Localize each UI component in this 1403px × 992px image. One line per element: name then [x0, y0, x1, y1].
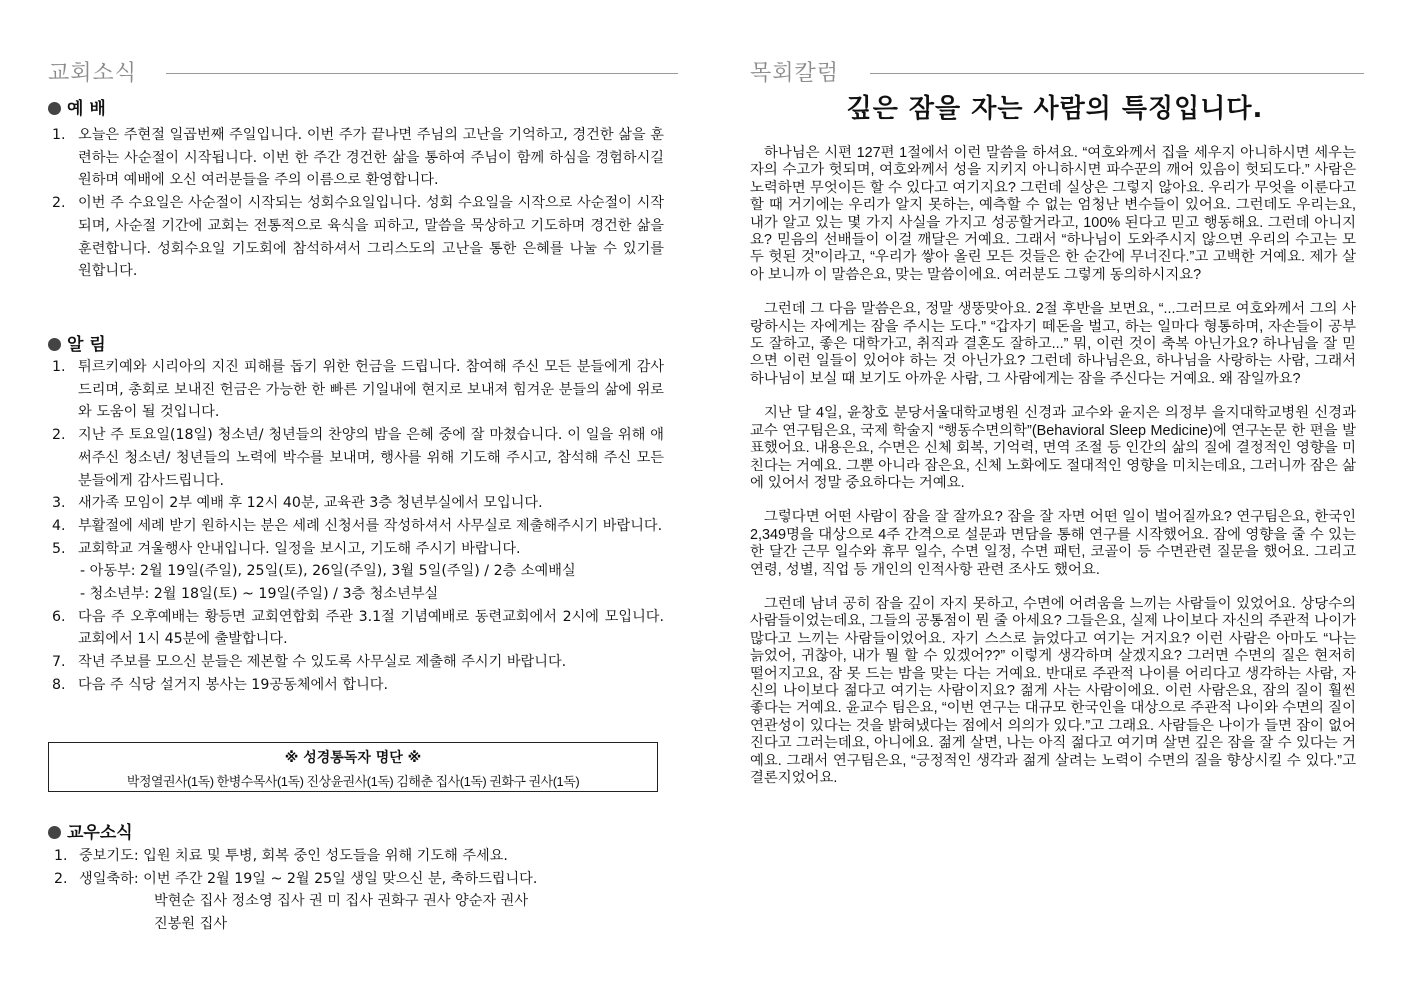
- list-item: 5. 교회학교 겨울행사 안내입니다. 일정을 보시고, 기도해 주시기 바랍니다. - 아동부: 2월 19일(주일), 25일(토), 26일(주일), 3월 5일(주일) / 2층 소예배실 - 청소년부: 2월 18일(토) ~ 19일(주일) / 3층 청소년부실: [48, 538, 664, 606]
- church-news-title: 교회소식: [48, 61, 138, 86]
- schedule-sublist: [78, 560, 664, 605]
- list-item: 7. 작년 주보를 모으신 분들은 제본할 수 있도록 사무실로 제출해 주시기 바랍니다.: [52, 654, 567, 671]
- list-item: 1. 중보기도: 입원 치료 및 투병, 회복 중인 성도들을 위해 기도해 주세요.: [54, 848, 508, 864]
- list-item: 6. 다음 주 오후예배는 황등면 교회연합회 주관 3.1절 기념예배로 동련교회에서 2시에 모입니다. 교회에서 1시 45분에 출발합니다.: [52, 608, 664, 648]
- column-article: [750, 145, 1356, 804]
- list-item: 2. 지난 주 토요일(18일) 청소년/ 청년들의 찬양의 밤을 은혜 중에 잘 마쳤습니다. 이 일을 위해 애써주신 청소년/ 청년들의 노력에 박수를 보내며, 행사를 위해 기도해 주시고, 참석해 주신 모든 분들에게 감사드립니다.: [52, 427, 664, 489]
- paragraph: 지난 달 4일, 윤창호 분당서울대학교병원 신경과 교수와 윤지은 의정부 을지대학교병원 신경과 교수 연구팀은요, 국제 학술지 “행동수면의학”(Behavioral Sleep Medicine)에 연구논문 한 편을 발표했어요. 내용은요, 수면은 신체 회복, 기억력, 면역 조절 등 인간의 삶의 질에 결정적인 영향을 미친다는 거예요. 그뿐 아니라 잠은요, 신체 노화에도 절대적인 영향을 미치는데요, 그러니까 잠은 삶에 있어서 정말 중요하다는 거예요.: [750, 405, 1356, 491]
- list-item: 1. 튀르키예와 시리아의 지진 피해를 돕기 위한 헌금을 드립니다. 참여해 주신 모든 분들에게 감사드리며, 총회로 보내진 헌금은 가능한 한 빠른 기일내에 현지로 보내져 힘겨운 분들의 삶에 위로와 도움이 될 것입니다.: [52, 359, 664, 421]
- bullet-dot-icon: [48, 826, 61, 839]
- paragraph: 그런데 그 다음 말씀은요, 정말 생뚱맞아요. 2절 후반을 보면요, “...그러므로 여호와께서 그의 사랑하시는 자에게는 잠을 주시는 도다.” “갑자기 떼돈을 벌고, 하는 일마다 형통하며, 자손들이 공부도 잘하고, 좋은 대학가고, 취직과 결혼도 잘하고...” 뭐, 이런 것이 축복 아닌가요? 하나님을 잘 믿으면 이런 일들이 있어야 하는 것 아닌가요? 그런데 하나님은요, 하나님을 사랑하는 사람, 그래서 하나님이 보실 때 보기도 아까운 사람, 그 사람에게는 잠을 주신다는 거예요. 왜 잠일까요?: [750, 301, 1356, 387]
- birthday-names: 진봉원 집사: [154, 916, 228, 933]
- paragraph: 그런데 남녀 공히 잠을 깊이 자지 못하고, 수면에 어려움을 느끼는 사람들이 있었어요. 상당수의 사람들이었는데요, 그들의 공통점이 뭔 줄 아세요? 그들은요, 실제 나이보다 자신의 주관적 나이가 많다고 느끼는 사람들이었어요. 자기 스스로 늙었다고 여기는 거지요? 이런 사람은 아마도 “나는 늙었어, 귀찮아, 내가 뭘 할 수 있겠어??” 이렇게 생각하며 살겠지요? 그러면 수면의 질은 현저히 떨어지고요, 잠 못 드는 밤을 맞는 다는 거예요. 반대로 주관적 나이를 어리다고 생각하는 사람, 자신의 나이보다 젊다고 여기는 사람이지요? 젊게 사는 사람이에요. 이런 사람은요, 잠의 질이 훨씬 좋다는 거예요. 윤교수 팀은요, “이번 연구는 대규모 한국인을 대상으로 주관적 나이와 수면의 질이 연관성이 있다는 것을 밝혀냈다는 점에서 의의가 있다.”고 그래요. 사람들은 나이가 들면 잠이 없어진다고 그러는데요, 아니에요. 젊게 살면, 나는 아직 젊다고 여기며 살면 깊은 잠을 잘 수 있다는 거예요. 그래서 연구팀은요, “긍정적인 생각과 젊게 살려는 노력이 수면의 질을 향상시킬 수 있다.”고 결론지었어요.: [750, 595, 1356, 786]
- paragraph: 그렇다면 어떤 사람이 잠을 잘 잘까요? 잠을 잘 자면 어떤 일이 벌어질까요? 연구팀은요, 한국인 2,349명을 대상으로 4주 간격으로 설문과 면담을 통해 연구를 시작했어요. 잠에 영향을 줄 수 있는 한 달간 근무 일수와 휴무 일수, 수면 일정, 수면 패턴, 코골이 등 수면관련 질문을 했어요. 그리고 연령, 성별, 직업 등 개인의 인적사항 관련 조사도 했어요.: [750, 509, 1356, 578]
- bible-box-title: ※ 성경통독자 명단 ※: [284, 750, 422, 766]
- members-heading: 교우소식: [48, 818, 133, 843]
- members-news: [54, 845, 674, 936]
- header-rule: [166, 73, 678, 74]
- list-item: 8. 다음 주 식당 설거지 봉사는 19공동체에서 합니다.: [52, 676, 389, 693]
- worship-heading: 예 배: [48, 94, 106, 119]
- list-item: 4. 부활절에 세례 받기 원하시는 분은 세례 신청서를 작성하셔서 사무실로 제출해주시기 바랍니다.: [52, 517, 663, 534]
- list-item: 2. 이번 주 수요일은 사순절이 시작되는 성회수요일입니다. 성회 수요일을 시작으로 사순절이 시작되며, 사순절 기간에 교회는 전통적으로 육식을 피하고, 말씀을 묵상하고 기도하며 경건한 삶을 훈련합니다. 성회수요일 기도회에 참석하셔서 그리스도의 고난을 통한 은혜를 나눌 수 있기를 원합니다.: [52, 195, 664, 280]
- column-title: 깊은 잠을 자는 사람의 특징입니다.: [846, 94, 1264, 124]
- worship-list: [48, 124, 664, 283]
- schedule-item: - 청소년부: 2월 18일(토) ~ 19일(주일) / 3층 청소년부실: [80, 586, 439, 603]
- column-header: [750, 56, 1360, 86]
- list-item: 3. 새가족 모임이 2부 예배 후 12시 40분, 교육관 3층 청년부실에서 모입니다.: [52, 495, 543, 512]
- church-news-header: [48, 56, 678, 86]
- bullet-dot-icon: [48, 338, 61, 351]
- list-item: 2. 생일축하: 이번 주간 2월 19일 ~ 2월 25일 생일 맞으신 분, 축하드립니다.: [54, 870, 538, 887]
- schedule-item: - 아동부: 2월 19일(주일), 25일(토), 26일(주일), 3월 5일(주일) / 2층 소예배실: [80, 563, 576, 580]
- birthday-names: 박현순 집사 정소영 집사 권 미 집사 권화구 권사 양순자 권사: [154, 893, 529, 910]
- notice-list: [48, 356, 664, 697]
- header-rule: [870, 73, 1364, 74]
- paragraph: 하나님은 시편 127편 1절에서 이런 말씀을 하셔요. “여호와께서 집을 세우지 아니하시면 세우는 자의 수고가 헛되며, 여호와께서 성을 지키지 아니하시면 파수꾼의 깨어 있음이 헛되도다.” 사람은 노력하면 무엇이든 할 수 있다고 여기지요? 그런데 실상은 그렇지 않아요. 우리가 무엇을 이룬다고 할 때 거기에는 우리가 알지 못하는, 예측할 수 없는 엄청난 변수들이 있어요. 그런데도 우리는요, 내가 알고 있는 몇 가지 사실을 가지고 성공할거라고, 100% 된다고 믿고 행동해요. 그런데 아니지요? 믿음의 선배들이 이걸 깨달은 거예요. 그래서 “하나님이 도와주시지 않으면 우리의 수고는 모두 헛된 것”이라고, “우리가 쌓아 올린 모든 것들은 한 순간에 무너진다.”고 고백한 거예요. 제가 살아 보니까 이 말씀은요, 맞는 말씀이에요. 여러분도 그렇게 동의하시지요?: [750, 145, 1356, 283]
- bullet-dot-icon: [48, 102, 61, 115]
- right-page: [750, 0, 1360, 992]
- list-item: 1. 오늘은 주현절 일곱번째 주일입니다. 이번 주가 끝나면 주님의 고난을 기억하고, 경건한 삶을 훈련하는 사순절이 시작됩니다. 이번 한 주간 경건한 삶을 통하여 주님이 함께 하심을 경험하시길 원하며 예배에 오신 여러분들을 주의 이름으로 환영합니다.: [52, 127, 664, 189]
- column-section-title: 목회칼럼: [750, 61, 840, 86]
- bible-box-names: 박정열권사(1독) 한병수목사(1독) 진상윤권사(1독) 김해춘 집사(1독) 권화구 권사(1독): [126, 774, 580, 789]
- left-page: [48, 0, 678, 992]
- bible-reading-box: [48, 742, 658, 792]
- notice-heading: 알 림: [48, 330, 106, 355]
